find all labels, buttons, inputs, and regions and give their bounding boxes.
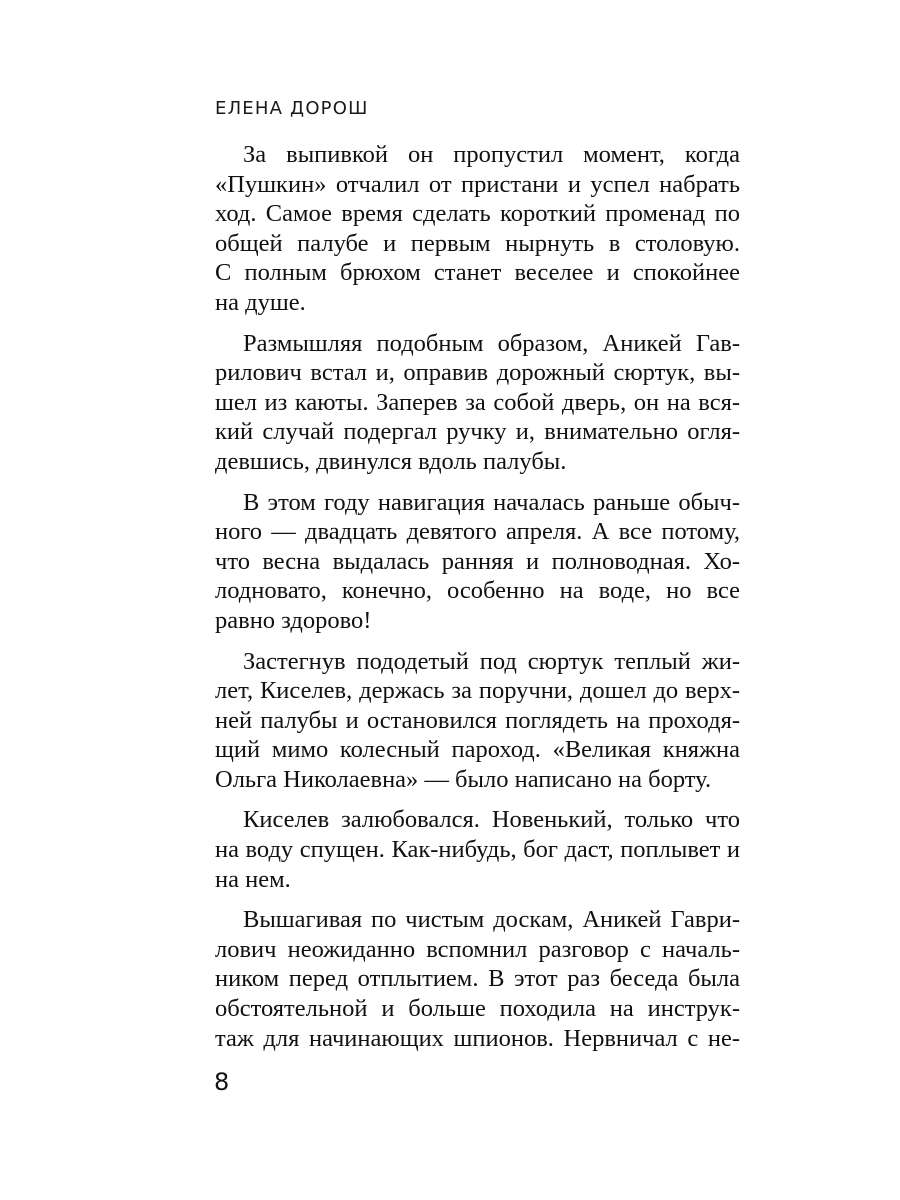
text-line: общей палубе и первым нырнуть в столовую. bbox=[215, 229, 740, 257]
text-line: щий мимо колесный пароход. «Великая княжна bbox=[215, 736, 740, 764]
text-line: лодновато, конечно, особенно на воде, но все bbox=[215, 577, 740, 605]
text-line: девшись, двинулся вдоль палубы. bbox=[215, 447, 567, 475]
page-number: 8 bbox=[214, 1068, 230, 1096]
text-line: на воду спущен. Как-нибудь, бог даст, поплывет и bbox=[215, 836, 740, 864]
paragraph-5 bbox=[215, 805, 740, 894]
paragraph-6 bbox=[215, 905, 740, 1053]
body-text bbox=[215, 140, 740, 1064]
text-line: ней палубы и остановился поглядеть на проходя- bbox=[215, 706, 740, 734]
text-line: таж для начинающих шпионов. Нервничал с не- bbox=[215, 1024, 740, 1052]
text-line: За выпивкой он пропустил момент, когда bbox=[243, 141, 740, 168]
paragraph-2 bbox=[215, 329, 740, 477]
text-line: рилович встал и, оправив дорожный сюртук, вы- bbox=[215, 359, 740, 387]
text-line: В этом году навигация началась раньше обыч- bbox=[243, 488, 740, 516]
paragraph-3 bbox=[215, 488, 740, 636]
text-line: лет, Киселев, держась за поручни, дошел до верх- bbox=[215, 677, 740, 705]
text-line: ного — двадцать девятого апреля. А все потому, bbox=[215, 518, 740, 546]
text-line: равно здорово! bbox=[215, 606, 372, 634]
text-line: Киселев залюбовался. Новенький, только что bbox=[243, 806, 740, 834]
running-head: ЕЛЕНА ДОРОШ bbox=[215, 98, 369, 119]
text-line: шел из каюты. Заперев за собой дверь, он на вся- bbox=[215, 388, 740, 416]
text-line: лович неожиданно вспомнил разговор с началь- bbox=[215, 935, 740, 963]
text-line: Вышагивая по чистым доскам, Аникей Гаври- bbox=[243, 906, 740, 934]
paragraph-1 bbox=[215, 140, 740, 318]
text-line: кий случай подергал ручку и, внимательно огля- bbox=[215, 418, 740, 446]
text-line: на душе. bbox=[215, 288, 306, 316]
text-line: «Пушкин» отчалил от пристани и успел набрать bbox=[215, 170, 740, 198]
text-line: Застегнув пододетый под сюртук теплый жи- bbox=[243, 647, 740, 675]
text-line: С полным брюхом станет веселее и спокойнее bbox=[215, 259, 740, 287]
text-line: Размышляя подобным образом, Аникей Гав- bbox=[243, 329, 740, 357]
text-line: Ольга Николаевна» — было написано на борту. bbox=[215, 765, 712, 793]
text-line: ход. Самое время сделать короткий променад по bbox=[215, 200, 740, 228]
text-line: на нем. bbox=[215, 865, 291, 893]
text-line: обстоятельной и больше походила на инструк- bbox=[215, 995, 740, 1023]
text-line: ником перед отплытием. В этот раз беседа была bbox=[215, 965, 740, 993]
text-line: что весна выдалась ранняя и полноводная. Хо- bbox=[215, 547, 740, 575]
paragraph-4 bbox=[215, 647, 740, 795]
